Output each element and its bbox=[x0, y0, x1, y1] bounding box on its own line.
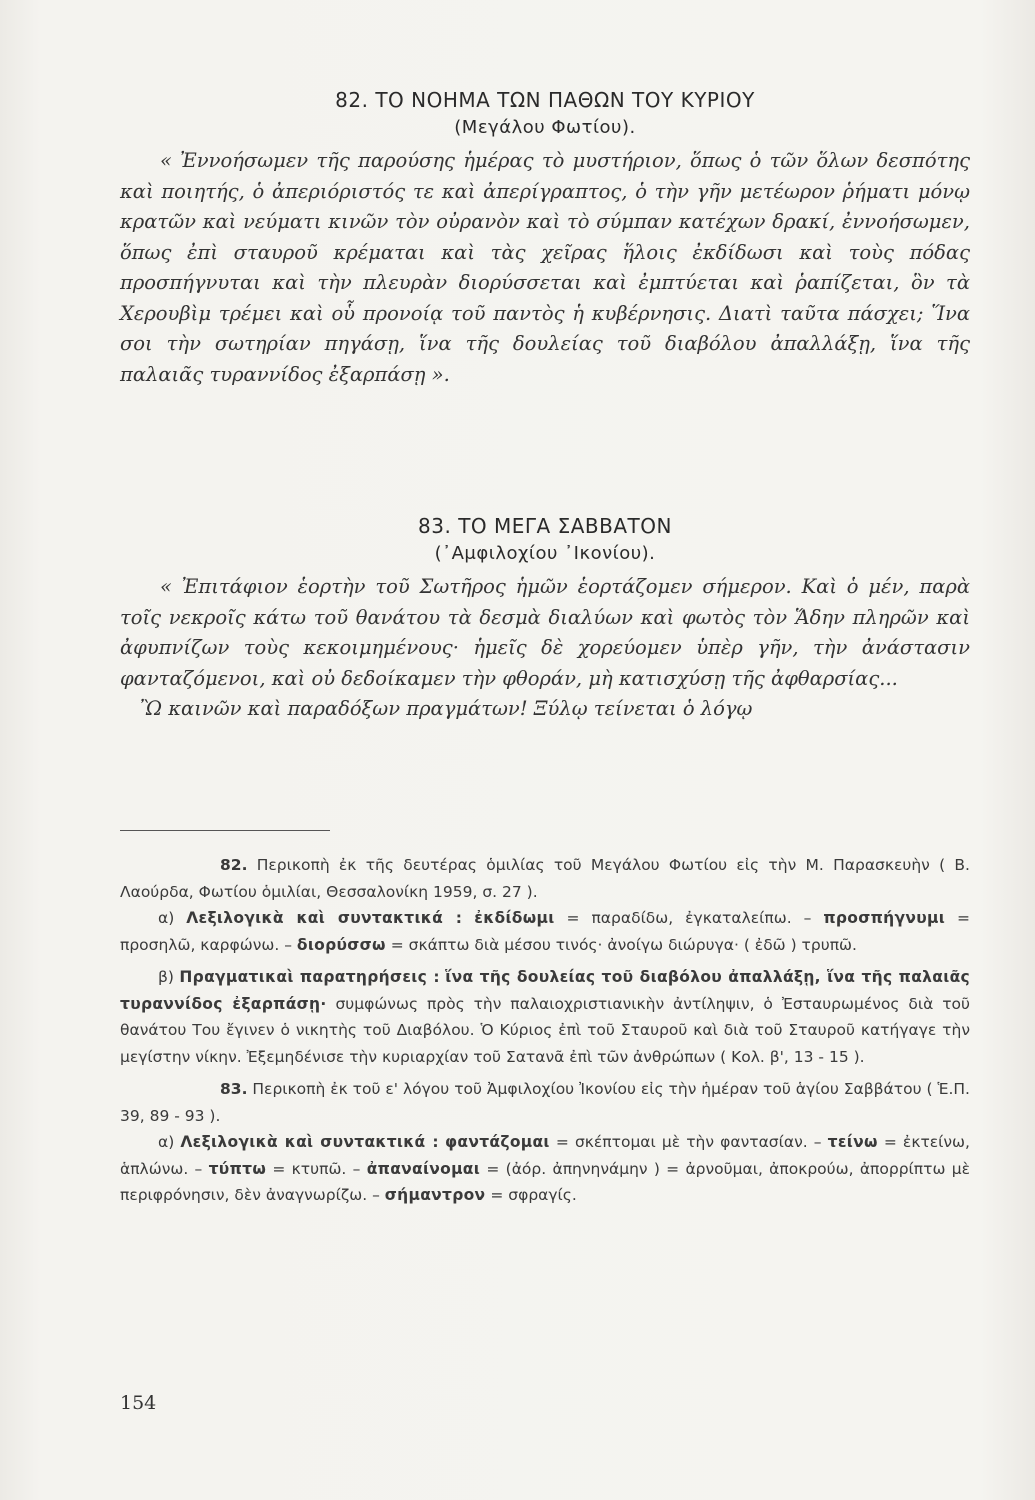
note-82-lexical bbox=[120, 905, 970, 958]
note-82-b-quote: ἵνα τῆς δουλείας τοῦ διαβόλου ἀπαλλάξῃ, ἵνα τῆς παλαιᾶς τυραννίδος ἐξαρπάσῃ· bbox=[120, 968, 971, 1013]
footnote-divider bbox=[120, 830, 330, 831]
note-82-a-term-1: ἐκδίδωμι bbox=[474, 909, 555, 927]
note-82-a-term-2: προσπήγνυμι bbox=[823, 909, 946, 927]
note-82-number: 82. bbox=[220, 856, 248, 874]
note-83-a-def-3: = κτυπῶ. – bbox=[272, 1159, 361, 1178]
section-82-subtitle: (Μεγάλου Φωτίου). bbox=[454, 117, 636, 138]
note-83-a-label: α) bbox=[158, 1133, 175, 1151]
note-82-a-term-3: διορύσσω bbox=[296, 935, 386, 954]
note-83-a-term-5: σήμαντρον bbox=[384, 1186, 486, 1204]
note-83-a-def-5: = σφραγίς. bbox=[490, 1186, 577, 1204]
note-83-a-term-1: φαντάζομαι bbox=[444, 1133, 550, 1151]
note-83-lexical bbox=[120, 1129, 970, 1209]
note-83-a-term-4: ἀπαναίνομαι bbox=[366, 1159, 481, 1178]
section-83-title: 83. ΤΟ ΜΕΓΑ ΣΑΒΒΑΤΟΝ bbox=[418, 514, 672, 538]
note-83-a-def-4: = (ἀόρ. ἀπηνηνάμην ) = ἀρνοῦμαι, ἀποκρούω, ἀπορρίπτω μὲ περιφρόνησιν, δὲν ἀναγνωρίζω. – bbox=[120, 1159, 970, 1204]
section-82-title: 82. ΤΟ ΝΟΗΜΑ ΤΩΝ ΠΑΘΩΝ ΤΟΥ ΚΥΡΙΟΥ bbox=[335, 88, 755, 112]
note-83-a-def-2: = ἐκτείνω, ἁπλώνω. – bbox=[120, 1133, 970, 1178]
footnotes bbox=[120, 852, 970, 1209]
note-82-intro bbox=[120, 852, 970, 905]
note-82-a-heading: Λεξιλογικὰ καὶ συντακτικά : bbox=[186, 909, 463, 927]
note-82-a-label: α) bbox=[158, 909, 175, 927]
note-82-factual bbox=[120, 964, 970, 1070]
note-83-a-def-1: = σκέπτομαι μὲ τὴν φαντασίαν. – bbox=[555, 1133, 822, 1151]
page-number: 154 bbox=[120, 1392, 157, 1414]
note-83-intro bbox=[120, 1076, 970, 1129]
section-83-quote-last: Ὢ καινῶν καὶ παραδόξων πραγμάτων! Ξύλῳ τείνεται ὁ λόγῳ bbox=[140, 697, 753, 720]
note-82-b-text: συμφώνως πρὸς τὴν παλαιοχριστιανικὴν ἀντίληψιν, ὁ Ἐσταυρωμένος διὰ τοῦ θανάτου Του ἔγινεν ὁ νικητὴς τοῦ Διαβόλου. Ὁ Κύριος ἐπὶ τοῦ Σταυροῦ καὶ διὰ τοῦ Σταυροῦ κατήγαγε τὴν μεγίστην νίκην. Ἐξεμηδένισε τὴν κυριαρχίαν τοῦ Σατανᾶ ἐπὶ τῶν ἀνθρώπων ( Κολ. β', 13 - 15 ). bbox=[120, 994, 970, 1066]
note-83-a-term-3: τύπτω bbox=[208, 1159, 267, 1178]
note-82-a-def-2: = προσηλῶ, καρφώνω. – bbox=[120, 909, 970, 954]
section-83 bbox=[120, 512, 970, 725]
note-83-a-heading: Λεξιλογικὰ καὶ συντακτικά : bbox=[180, 1133, 439, 1151]
note-83-number: 83. bbox=[220, 1080, 248, 1098]
note-82-a-def-3: = σκάπτω διὰ μέσου τινός· ἀνοίγω διώρυγα· ( ἐδῶ ) τρυπῶ. bbox=[390, 935, 857, 954]
section-82 bbox=[120, 86, 970, 390]
note-83-a-term-2: τείνω bbox=[827, 1133, 878, 1151]
section-83-quote-main: « Ἐπιτάφιον ἑορτὴν τοῦ Σωτῆρος ἡμῶν ἑορτάζομεν σήμερον. Καὶ ὁ μέν, παρὰ τοῖς νεκροῖς κάτω τοῦ θανάτου τὰ δεσμὰ διαλύων καὶ φωτὸς τὸν Ἅδην πληρῶν καὶ ἀφυπνίζων τοὺς κεκοιμημένους· ἡμεῖς δὲ χορεύομεν ὑπὲρ γῆν, τὴν ἀνάστασιν φανταζόμενοι, καὶ οὐ δεδοίκαμεν τὴν φθοράν, μὴ κατισχύσῃ τῆς ἀφθαρσίας... bbox=[120, 575, 970, 690]
section-83-subtitle: (᾿Αμφιλοχίου ᾿Ικονίου). bbox=[434, 543, 656, 564]
section-82-quote: « Ἐννοήσωμεν τῆς παρούσης ἡμέρας τὸ μυστήριον, ὅπως ὁ τῶν ὅλων δεσπότης καὶ ποιητής, ὁ ἀπεριόριστός τε καὶ ἀπερίγραπτος, ὁ τὴν γῆν μετέωρον ῥήματι μόνῳ κρατῶν καὶ νεύματι κινῶν τὸν οὐρανὸν καὶ τὸ σύμπαν κατέχων δρακί, ἐννοήσωμεν, ὅπως ἐπὶ σταυροῦ κρέμαται καὶ τὰς χεῖρας ἥλοις ἐκδίδωσι καὶ τοὺς πόδας προσπήγνυται καὶ τὴν πλευρὰν διορύσσεται καὶ ἐμπτύεται καὶ ῥαπίζεται, ὃν τὰ Χερουβὶμ τρέμει καὶ οὗ προνοίᾳ τοῦ παντὸς ἡ κυβέρνησις. Διατὶ ταῦτα πάσχει; Ἵνα σοι τὴν σωτηρίαν πηγάσῃ, ἵνα τῆς δουλείας τοῦ διαβόλου ἀπαλλάξῃ, ἵνα τῆς παλαιᾶς τυραννίδος ἐξαρπάσῃ ». bbox=[120, 149, 970, 386]
note-82-b-heading: Πραγματικαὶ παρατηρήσεις : bbox=[179, 968, 440, 986]
section-83-quote bbox=[120, 572, 970, 725]
note-82-text: Περικοπὴ ἐκ τῆς δευτέρας ὁμιλίας τοῦ Μεγάλου Φωτίου εἰς τὴν Μ. Παρασκευὴν ( Β. Λαούρδα, Φωτίου ὁμιλίαι, Θεσσαλονίκη 1959, σ. 27 ). bbox=[120, 856, 970, 901]
note-82-b-label: β) bbox=[158, 968, 174, 986]
note-83-text: Περικοπὴ ἐκ τοῦ ε' λόγου τοῦ Ἀμφιλοχίου Ἰκονίου εἰς τὴν ἡμέραν τοῦ ἁγίου Σαββάτου ( Ἑ.Π. 39, 89 - 93 ). bbox=[120, 1080, 970, 1125]
note-82-a-def-1: = παραδίδω, ἐγκαταλείπω. – bbox=[566, 909, 812, 927]
